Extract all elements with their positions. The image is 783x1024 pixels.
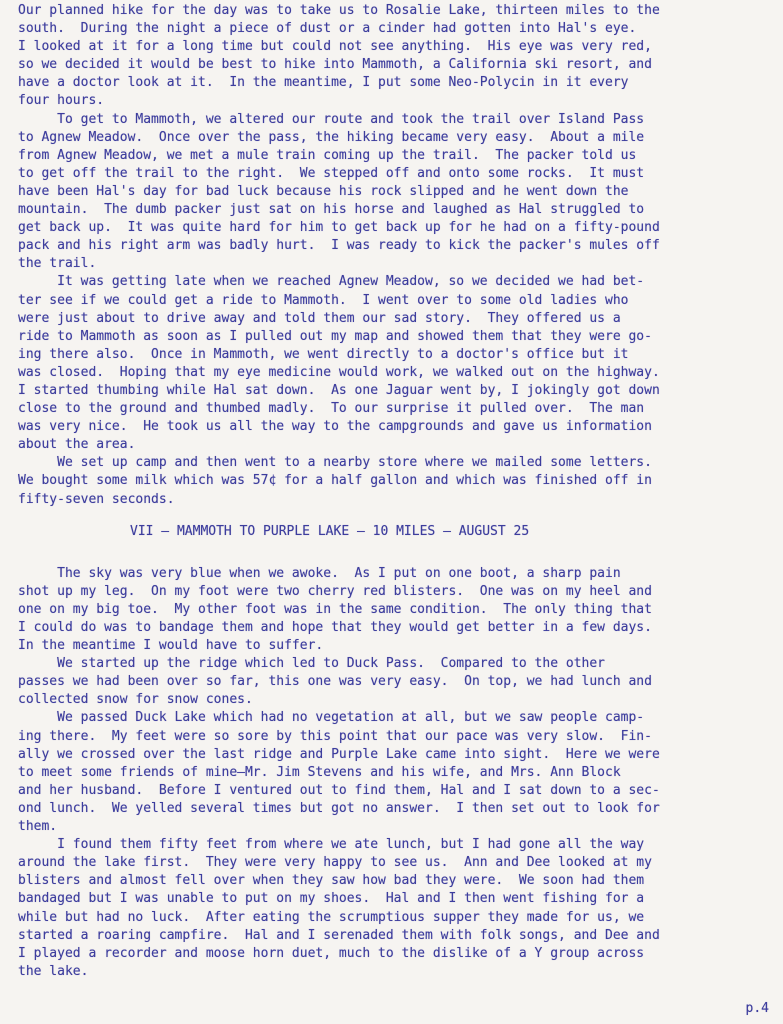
text-line: four hours.: [18, 93, 105, 109]
text-line: I found them fifty feet from where we ate lunch, but I had gone all the way: [18, 837, 645, 853]
text-line: I looked at it for a long time but could not see anything. His eye was very red,: [18, 39, 652, 55]
text-line: about the area.: [18, 437, 136, 453]
text-line: ter see if we could get a ride to Mammoth. I went over to some old ladies who: [18, 292, 629, 308]
text-line: ing there also. Once in Mammoth, we went directly to a doctor's office but it: [18, 346, 629, 362]
text-line: To get to Mammoth, we altered our route and took the trail over Island Pass: [18, 111, 645, 127]
text-line: the trail.: [18, 256, 97, 272]
text-line: to get off the trail to the right. We stepped off and onto some rocks. It must: [18, 165, 645, 181]
text-line: one on my big toe. My other foot was in the same condition. The only thing that: [18, 601, 652, 617]
paragraph-duck-pass: [18, 655, 773, 709]
section-mammoth: [18, 2, 773, 509]
text-line: blisters and almost fell over when they saw how bad they were. We soon had them: [18, 873, 645, 889]
text-line: mountain. The dumb packer just sat on his horse and laughed as Hal struggled to: [18, 202, 645, 218]
text-line: to meet some friends of mine—Mr. Jim Stevens and his wife, and Mrs. Ann Block: [18, 764, 621, 780]
text-line: have been Hal's day for bad luck because his rock slipped and he went down the: [18, 183, 629, 199]
paragraph-camp-store: [18, 454, 773, 508]
text-line: from Agnew Meadow, we met a mule train coming up the trail. The packer told us: [18, 147, 637, 163]
paragraph-ride-to-mammoth: [18, 273, 773, 454]
section-purple-lake: [18, 565, 773, 981]
text-line: have a doctor look at it. In the meantime, I put some Neo-Polycin in it every: [18, 75, 629, 91]
text-line: ond lunch. We yelled several times but got no answer. I then set out to look for: [18, 800, 660, 816]
text-line: close to the ground and thumbed madly. To our surprise it pulled over. The man: [18, 401, 645, 417]
text-line: In the meantime I would have to suffer.: [18, 638, 324, 654]
text-line: ally we crossed over the last ridge and Purple Lake came into sight. Here we were: [18, 746, 660, 762]
text-line: I could do was to bandage them and hope that they would get better in a few days.: [18, 620, 652, 635]
text-line: We passed Duck Lake which had no vegetation at all, but we saw people camp-: [18, 710, 645, 726]
text-line: started a roaring campfire. Hal and I serenaded them with folk songs, and Dee and: [18, 927, 660, 943]
paragraph-mule-train: [18, 111, 773, 274]
page-number: p.4: [745, 1000, 769, 1016]
text-line: was closed. Hoping that my eye medicine would work, we walked out on the highway.: [18, 364, 660, 380]
text-line: ride to Mammoth as soon as I pulled out my map and showed them that they were go-: [18, 328, 652, 344]
text-line: shot up my leg. On my foot were two cherry red blisters. One was on my heel and: [18, 583, 652, 599]
text-line: ing there. My feet were so sore by this point that our pace was very slow. Fin-: [18, 728, 652, 744]
text-line: them.: [18, 819, 58, 835]
text-line: so we decided it would be best to hike into Mammoth, a California ski resort, and: [18, 57, 652, 73]
text-line: get back up. It was quite hard for him to get back up for he had on a fifty-pound: [18, 220, 660, 236]
text-line: while but had no luck. After eating the scrumptious supper they made for us, we: [18, 909, 645, 925]
text-line: passes we had been over so far, this one was very easy. On top, we had lunch and: [18, 674, 652, 690]
paragraph-campfire: [18, 836, 773, 981]
text-line: I started thumbing while Hal sat down. As one Jaguar went by, I jokingly got down: [18, 382, 660, 398]
text-line: bandaged but I was unable to put on my shoes. Hal and I then went fishing for a: [18, 891, 645, 907]
paragraph-blisters: [18, 565, 773, 655]
text-line: fifty-seven seconds.: [18, 491, 175, 507]
text-line: We bought some milk which was 57¢ for a half gallon and which was finished off in: [18, 473, 652, 489]
text-line: collected snow for snow cones.: [18, 692, 253, 708]
text-line: the lake.: [18, 963, 89, 979]
text-line: It was getting late when we reached Agnew Meadow, so we decided we had bet-: [18, 274, 645, 290]
text-line: was very nice. He took us all the way to the campgrounds and gave us information: [18, 419, 652, 435]
paragraph-eye-injury: [18, 2, 773, 111]
text-line: to Agnew Meadow. Once over the pass, the hiking became very easy. About a mile: [18, 129, 645, 145]
text-line: were just about to drive away and told them our sad story. They offered us a: [18, 310, 621, 326]
text-line: We set up camp and then went to a nearby store where we mailed some letters.: [18, 455, 652, 471]
text-line: I played a recorder and moose horn duet, much to the dislike of a Y group across: [18, 945, 645, 961]
text-line: The sky was very blue when we awoke. As I put on one boot, a sharp pain: [18, 565, 621, 581]
paragraph-duck-lake: [18, 709, 773, 836]
section-heading: VII — MAMMOTH TO PURPLE LAKE — 10 MILES — AUGUST 25: [130, 523, 530, 539]
text-line: Our planned hike for the day was to take us to Rosalie Lake, thirteen miles to the: [18, 3, 660, 18]
text-line: south. During the night a piece of dust or a cinder had gotten into Hal's eye.: [18, 21, 637, 37]
text-line: pack and his right arm was badly hurt. I was ready to kick the packer's mules off: [18, 238, 660, 254]
text-line: and her husband. Before I ventured out to find them, Hal and I sat down to a sec-: [18, 782, 660, 798]
text-line: We started up the ridge which led to Duck Pass. Compared to the other: [18, 656, 605, 672]
text-line: around the lake first. They were very happy to see us. Ann and Dee looked at my: [18, 855, 652, 871]
